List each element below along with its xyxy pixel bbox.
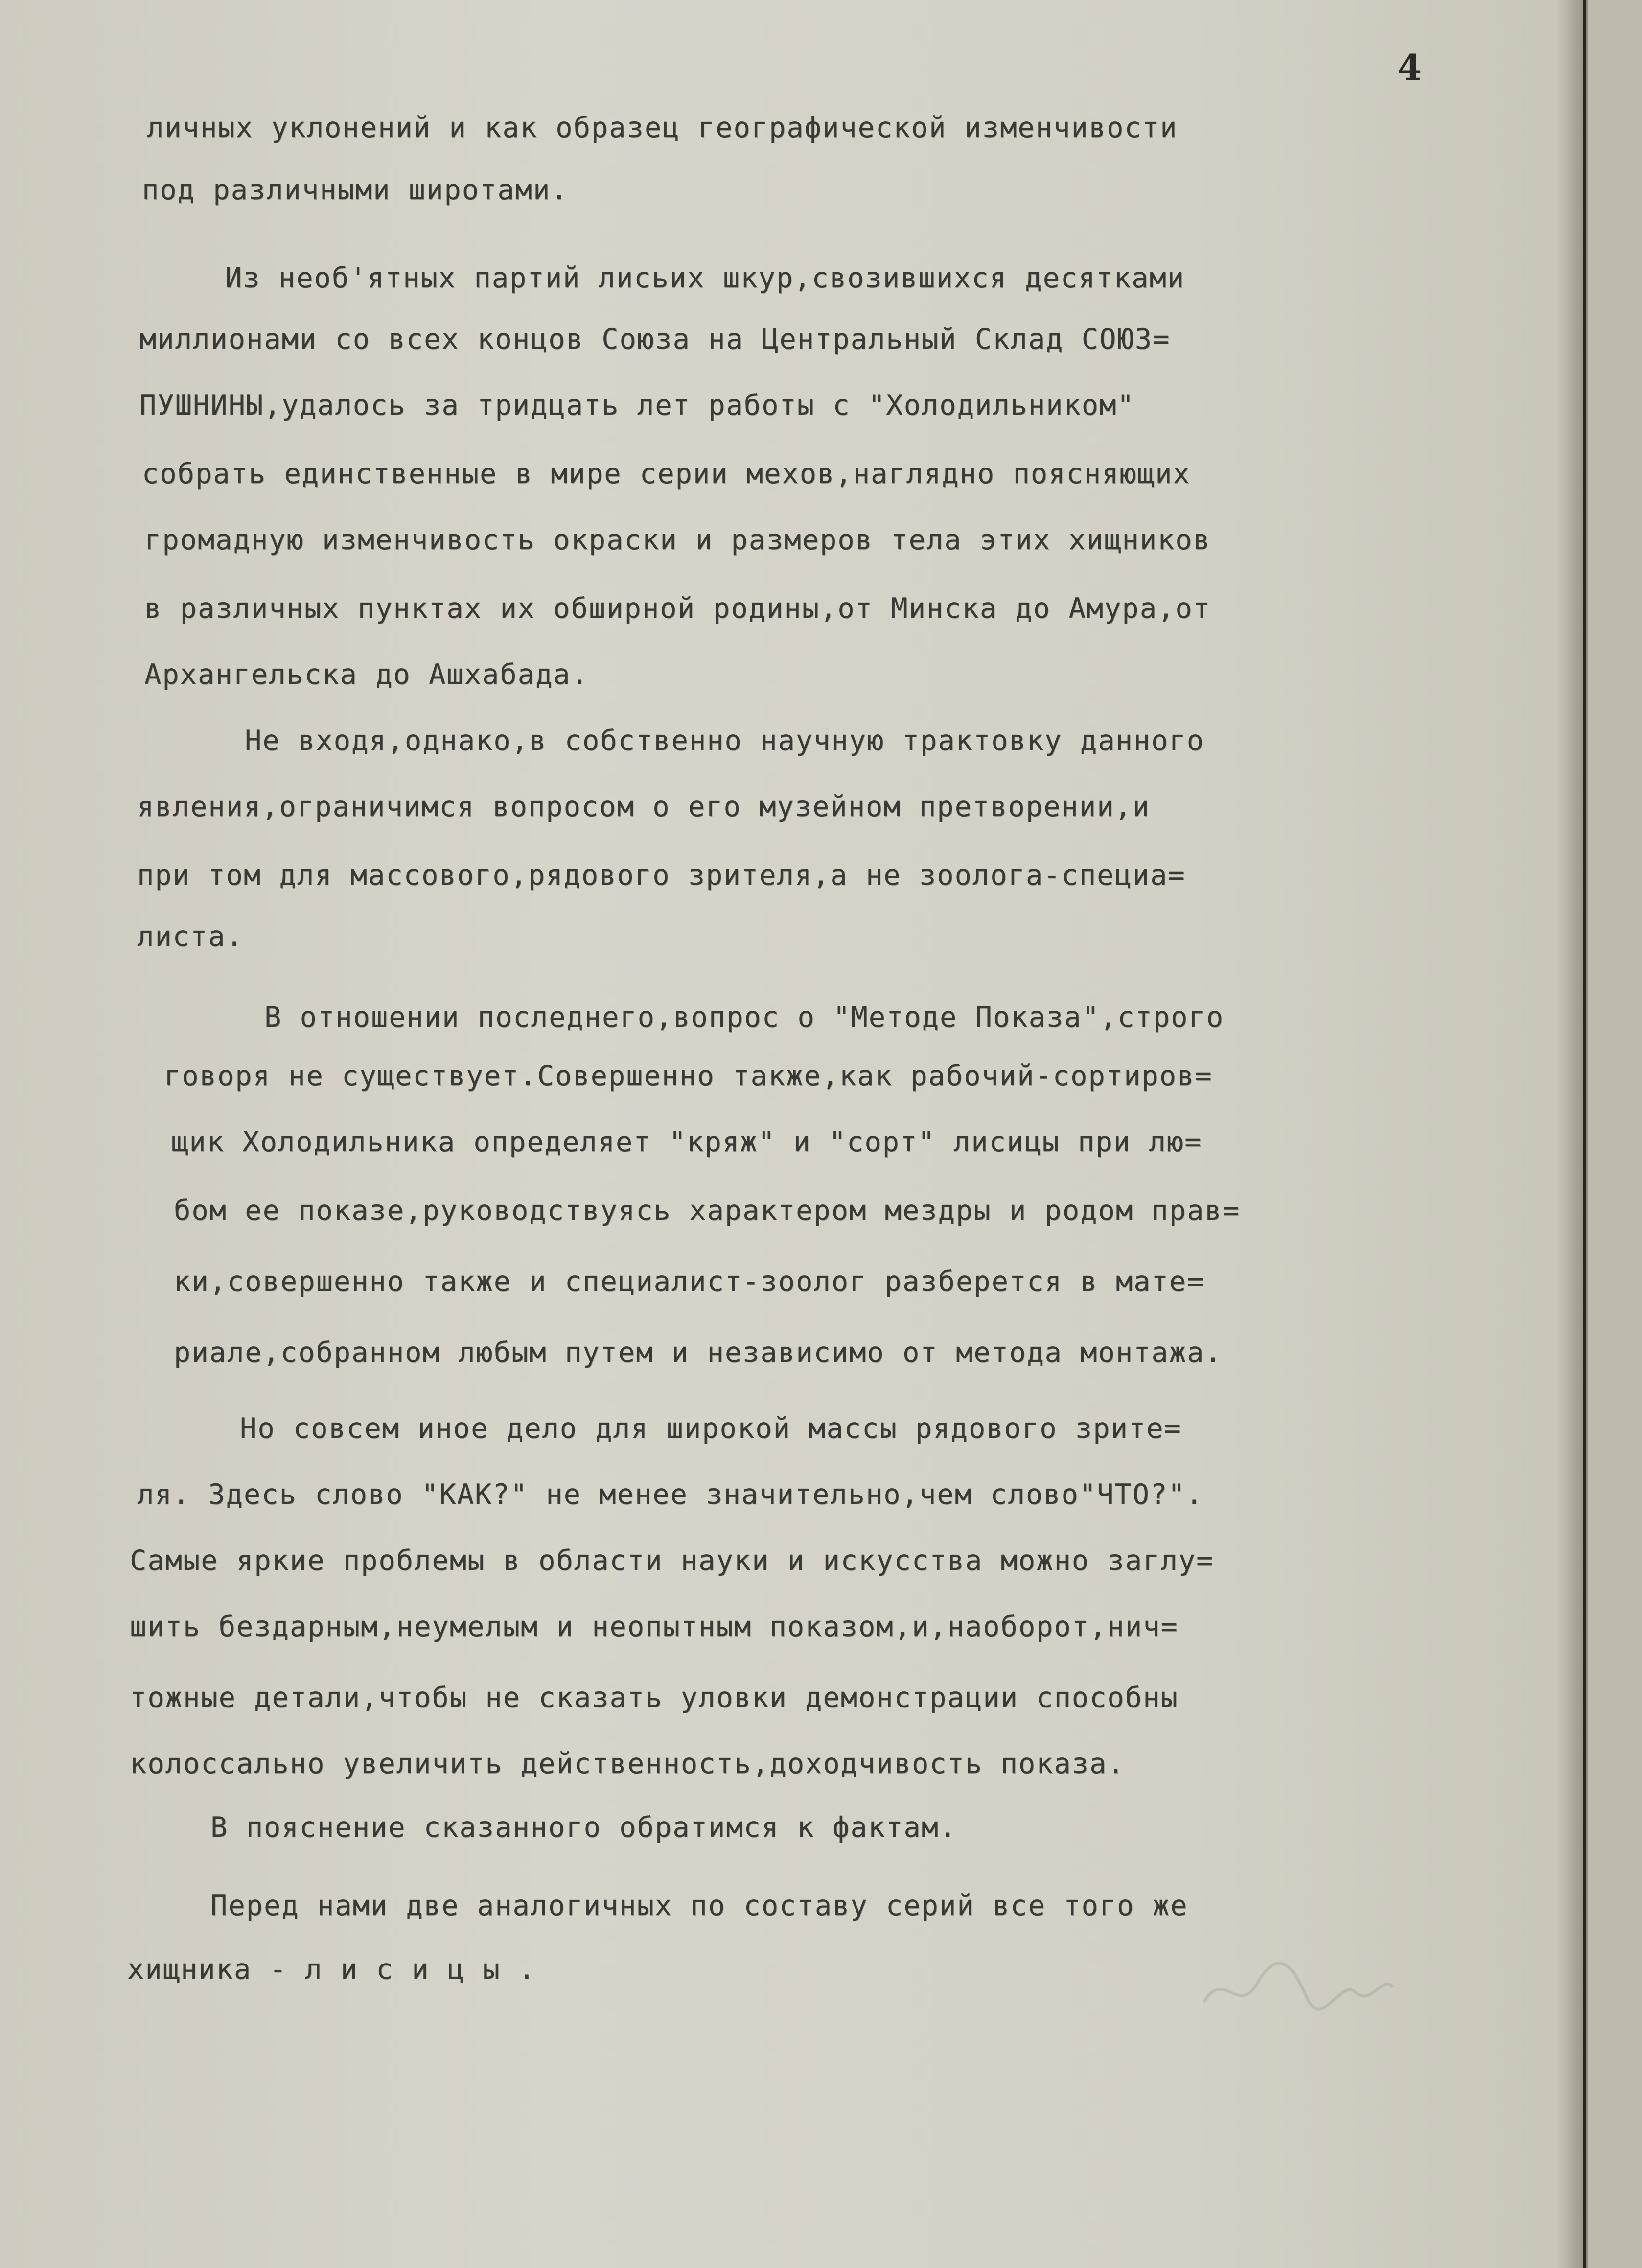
text-line: миллионами со всех концов Союза на Центральный Склад СОЮЗ= <box>139 323 1171 355</box>
text-line: риале,собранном любым путем и независимо от метода монтажа. <box>174 1336 1223 1369</box>
text-line: явления,ограничимся вопросом о его музейном претворении,и <box>137 791 1151 823</box>
text-line: В отношении последнего,вопрос о "Методе Показа",строго <box>264 1001 1225 1033</box>
text-line: под различными широтами. <box>142 174 569 206</box>
text-line: ПУШНИНЫ,удалось за тридцать лет работы с "Холодильником" <box>139 389 1135 421</box>
text-line: Перед нами две аналогичных по составу серий все того же <box>210 1890 1188 1922</box>
text-line: собрать единственные в мире серии мехов,наглядно поясняющих <box>142 458 1191 490</box>
text-line: колоссально увеличить действенность,доходчивость показа. <box>130 1748 1125 1780</box>
text-line: В пояснение сказанного обратимся к фактам. <box>210 1811 957 1844</box>
text-line: шить бездарным,неумелым и неопытным показом,и,наоборот,нич= <box>130 1611 1179 1643</box>
text-line: ки,совершенно также и специалист-зоолог разберется в мате= <box>174 1265 1205 1298</box>
text-line: Но совсем иное дело для широкой массы рядового зрите= <box>240 1412 1182 1445</box>
faded-handwritten-mark <box>1194 1948 1400 2022</box>
text-line: листа. <box>137 920 244 953</box>
text-line: при том для массового,рядового зрителя,а не зоолога-специа= <box>137 859 1186 891</box>
page-number: 4 <box>1397 47 1422 88</box>
text-line: Из необ'ятных партий лисьих шкур,свозившихся десятками <box>225 262 1185 294</box>
text-line: тожные детали,чтобы не сказать уловки демонстрации способны <box>130 1682 1179 1714</box>
text-line: хищника - л и с и ц ы . <box>127 1953 536 1986</box>
text-line: говоря не существует.Совершенно также,как рабочий-сортиров= <box>164 1060 1213 1092</box>
text-line: бом ее показе,руководствуясь характером мездры и родом прав= <box>174 1194 1241 1227</box>
text-line: Самые яркие проблемы в области науки и искусства можно заглу= <box>130 1544 1214 1577</box>
page-edge-shadow <box>1556 0 1586 2268</box>
text-line: щик Холодильника определяет "кряж" и "сорт" лисицы при лю= <box>171 1126 1203 1158</box>
text-line: громадную изменчивость окраски и размеров тела этих хищников <box>144 524 1211 556</box>
text-line: Архангельска до Ашхабада. <box>144 658 589 691</box>
text-line: личных уклонений и как образец географической изменчивости <box>147 112 1178 144</box>
text-line: в различных пунктах их обширной родины,от Минска до Амура,от <box>144 592 1211 625</box>
underlying-page-edge <box>1586 0 1642 2268</box>
text-line: Не входя,однако,в собственно научную трактовку данного <box>245 725 1205 757</box>
text-line: ля. Здесь слово "КАК?" не менее значительно,чем слово"ЧТО?". <box>137 1478 1204 1511</box>
